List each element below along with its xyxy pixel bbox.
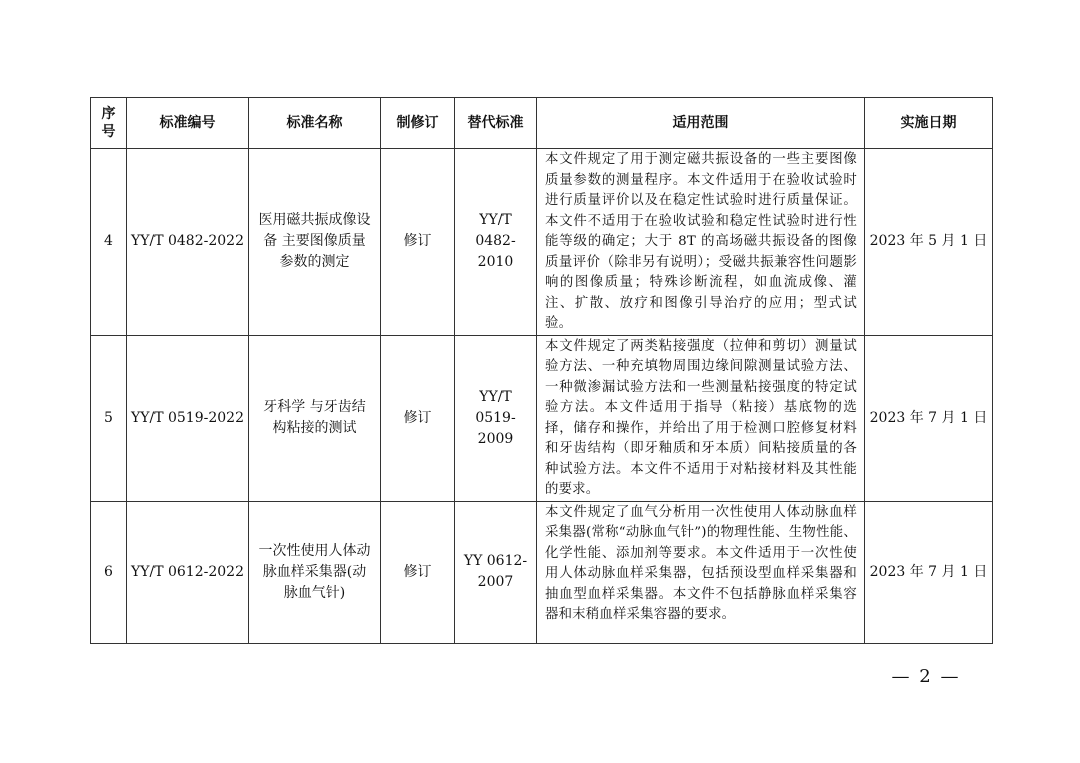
standards-table [90,97,993,644]
cell-replaces: YY/T 0482-2010 [455,149,537,336]
header-replaces: 替代标准 [455,98,537,149]
header-date: 实施日期 [865,98,993,149]
table-row [91,335,993,501]
cell-num: 4 [91,149,127,336]
cell-revision: 修订 [381,335,455,501]
scope-text: 本文件规定了用于测定磁共振设备的一些主要图像质量参数的测量程序。本文件适用于在验收试验时进行质量评价以及在稳定性试验时进行质量保证。本文件不适用于在验收试验和稳定性试验时进行性能等级的确定；大于 8T 的高场磁共振设备的图像质量评价（除非另有说明）；受磁共振兼容性问题影响的图像质量；特殊诊断流程，如血流成像、灌注、扩散、放疗和图像引导治疗的应用；型式试验。 [545,152,857,331]
cell-num: 5 [91,335,127,501]
cell-scope [537,335,865,501]
scope-text: 本文件规定了两类粘接强度（拉伸和剪切）测量试验方法、一种充填物周围边缘间隙测量试验方法、一种微渗漏试验方法和一些测量粘接强度的特定试验方法。本文件适用于指导（粘接）基底物的选择，储存和操作，并给出了用于检测口腔修复材料和牙齿结构（即牙釉质和牙本质）间粘接质量的各种试验方法。本文件不适用于对粘接材料及其性能的要求。 [545,338,857,497]
cell-name: 一次性使用人体动脉血样采集器(动脉血气针) [249,501,381,643]
cell-replaces: YY/T 0519-2009 [455,335,537,501]
table-row [91,501,993,643]
table-row [91,149,993,336]
header-code: 标准编号 [127,98,249,149]
cell-scope [537,149,865,336]
cell-revision: 修订 [381,149,455,336]
cell-date: 2023 年 5 月 1 日 [865,149,993,336]
scope-text: 本文件规定了血气分析用一次性使用人体动脉血样采集器(常称“动脉血气针”)的物理性能、生物性能、化学性能、添加剂等要求。本文件适用于一次性使用人体动脉血样采集器，包括预设型血样采集器和抽血型血样采集器。本文件不包括静脉血样采集容器和末稍血样采集容器的要求。 [545,504,857,622]
page-number: — 2 — [891,666,961,687]
cell-scope [537,501,865,643]
table-header-row [91,98,993,149]
cell-date: 2023 年 7 月 1 日 [865,335,993,501]
cell-date: 2023 年 7 月 1 日 [865,501,993,643]
cell-num: 6 [91,501,127,643]
cell-revision: 修订 [381,501,455,643]
cell-replaces: YY 0612-2007 [455,501,537,643]
cell-name: 医用磁共振成像设备 主要图像质量参数的测定 [249,149,381,336]
header-revision: 制修订 [381,98,455,149]
cell-code: YY/T 0519-2022 [127,335,249,501]
cell-code: YY/T 0482-2022 [127,149,249,336]
header-scope: 适用范围 [537,98,865,149]
header-num: 序号 [91,98,127,149]
header-name: 标准名称 [249,98,381,149]
cell-name: 牙科学 与牙齿结构粘接的测试 [249,335,381,501]
cell-code: YY/T 0612-2022 [127,501,249,643]
